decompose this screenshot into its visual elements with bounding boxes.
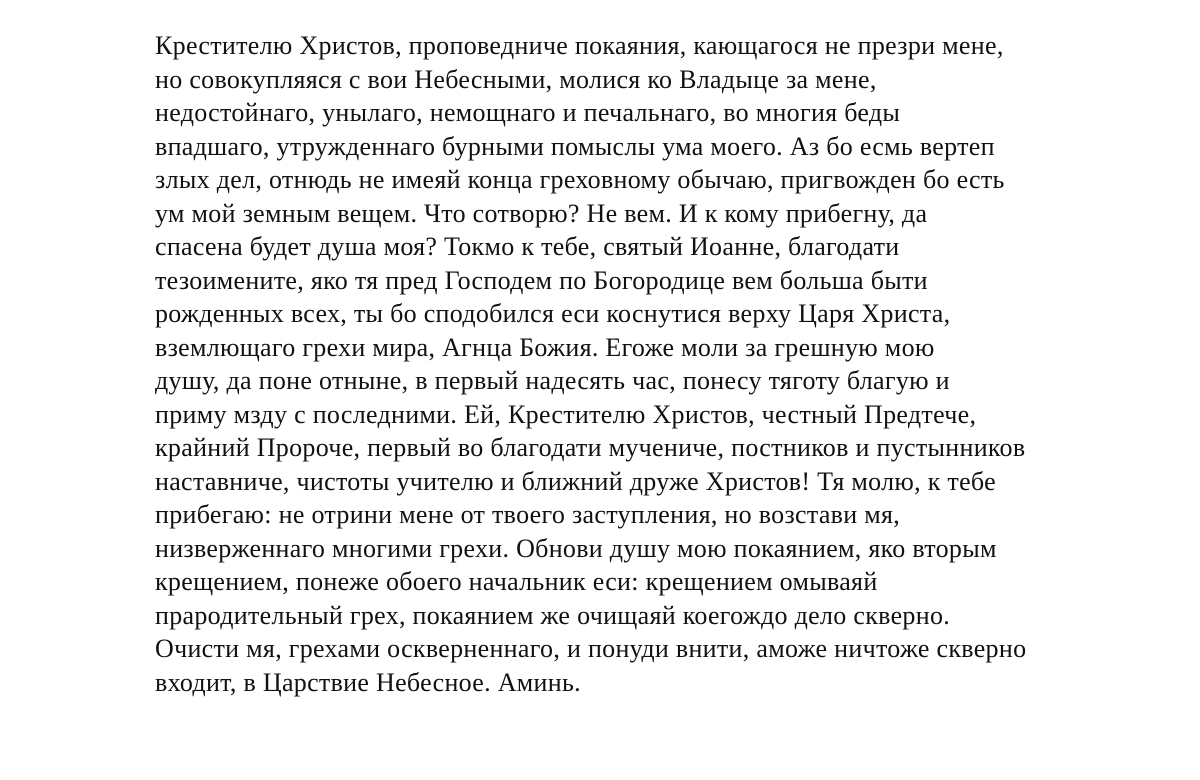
text-line: недостойнаго, унылаго, немощнаго и печальнаго, во многия беды (155, 98, 901, 127)
text-line: прибегаю: не отрини мене от твоего заступления, но возстави мя, (155, 500, 901, 529)
text-line: впадшаго, утружденнаго бурными помыслы ума моего. Аз бо есмь вертеп (155, 131, 995, 161)
text-line: входит, в Царствие Небесное. Аминь. (155, 667, 581, 697)
text-line: вземлющаго грехи мира, Агнца Божия. Егоже моли за грешную мою (155, 332, 935, 362)
text-line: Крестителю Христов, проповедниче покаяния, кающагося не презри мене, (155, 31, 1004, 60)
text-line: Очисти мя, грехами оскверненнаго, и понуди внити, аможе ничтоже скверно (155, 634, 1027, 663)
text-line: наставниче, чистоты учителю и ближний друже Христов! Тя молю, к тебе (155, 466, 996, 496)
text-line: приму мзду с последними. Ей, Крестителю Христов, честный Предтече, (155, 399, 977, 429)
text-line: но совокупляяся с вои Небесными, молися ко Владыце за мене, (155, 64, 877, 94)
text-line: душу, да поне отныне, в первый надесять час, понесу тяготу благую и (155, 366, 950, 395)
text-line: злых дел, отнюдь не имеяй конца греховному обычаю, пригвожден бо есть (155, 165, 1005, 194)
text-line: прародительный грех, покаянием же очищаяй коегождо дело скверно. (155, 600, 951, 630)
text-line: ум мой земным вещем. Что сотворю? Не вем. И к кому прибегну, да (155, 198, 928, 228)
prayer-text-block (155, 29, 1155, 699)
text-line: рожденных всех, ты бо сподобился еси коснутися верху Царя Христа, (155, 299, 951, 328)
text-line: спасена будет душа моя? Токмо к тебе, святый Иоанне, благодати (155, 232, 900, 261)
text-line: низверженнаго многими грехи. Обнови душу мою покаянием, яко вторым (155, 533, 997, 563)
text-line: крайний Пророче, первый во благодати мучениче, постников и пустынников (155, 433, 1026, 462)
text-line: крещением, понеже обоего начальник еси: крещением омываяй (155, 567, 878, 596)
text-line: тезоимените, яко тя пред Господем по Богородице вем больша быти (155, 265, 928, 295)
